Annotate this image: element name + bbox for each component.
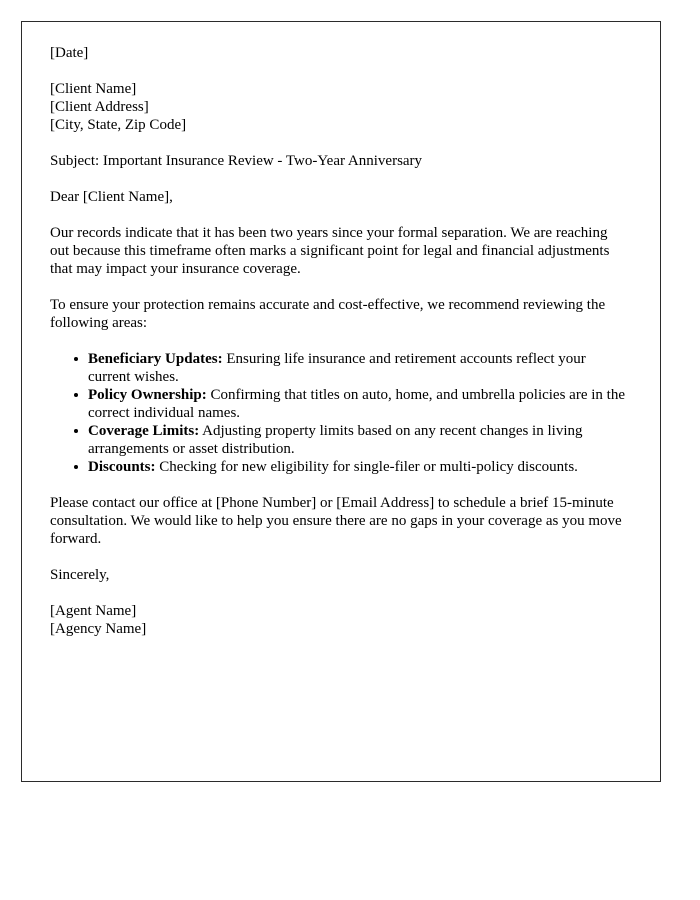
recipient-line-name: [Client Name]: [50, 81, 137, 97]
spacer-after-list: [50, 476, 626, 494]
bullet-disc-icon: [74, 465, 78, 469]
spacer-before-signature: [50, 584, 626, 602]
list-item-description: Adjusting property limits based on any recent changes in living arrangements or asset distribution.: [88, 423, 583, 457]
recipient-address-block: [50, 80, 626, 134]
list-item: [50, 458, 626, 476]
spacer-between-paragraphs: [50, 278, 626, 296]
spacer-after-date: [50, 62, 626, 80]
review-areas-list: [50, 350, 626, 476]
spacer-before-valediction: [50, 548, 626, 566]
body-paragraph-2: To ensure your protection remains accurate and cost-effective, we recommend reviewing the following areas:: [50, 297, 606, 331]
list-item-term: Coverage Limits:: [88, 423, 200, 439]
signature-agency-name: [Agency Name]: [50, 621, 147, 637]
spacer-after-salutation: [50, 206, 626, 224]
bullet-disc-icon: [74, 357, 78, 361]
list-item-description: Ensuring life insurance and retirement accounts reflect your current wishes.: [88, 351, 586, 385]
list-item: [50, 422, 626, 458]
body-paragraph-1: Our records indicate that it has been two years since your formal separation. We are reaching out because this timeframe often marks a significant point for legal and financial adjustments that may impact your insurance coverage.: [50, 225, 610, 277]
salutation: Dear [Client Name],: [50, 189, 173, 205]
list-item-description: Checking for new eligibility for single-filer or multi-policy discounts.: [155, 459, 578, 475]
signature-block: [50, 602, 626, 638]
signature-agent-name: [Agent Name]: [50, 603, 137, 619]
letter-page-border: [21, 21, 661, 782]
list-item-term: Beneficiary Updates:: [88, 351, 223, 367]
spacer-after-recipient: [50, 134, 626, 152]
spacer-before-list: [50, 332, 626, 350]
subject-line: Subject: Important Insurance Review - Two-Year Anniversary: [50, 153, 423, 169]
list-item-term: Policy Ownership:: [88, 387, 207, 403]
date-placeholder: [Date]: [50, 45, 89, 61]
valediction: Sincerely,: [50, 567, 110, 583]
recipient-line-city-state-zip: [City, State, Zip Code]: [50, 117, 187, 133]
list-item-term: Discounts:: [88, 459, 156, 475]
recipient-line-address: [Client Address]: [50, 99, 149, 115]
list-item: [50, 350, 626, 386]
bullet-disc-icon: [74, 393, 78, 397]
list-item-description: Confirming that titles on auto, home, and umbrella policies are in the correct individual names.: [88, 387, 625, 421]
closing-paragraph: Please contact our office at [Phone Number] or [Email Address] to schedule a brief 15-minute consultation. We would like to help you ensure there are no gaps in your coverage as you move forward.: [50, 495, 622, 547]
letter-content: [50, 44, 626, 638]
bullet-disc-icon: [74, 429, 78, 433]
date-line: [50, 44, 626, 62]
spacer-after-subject: [50, 170, 626, 188]
list-item: [50, 386, 626, 422]
